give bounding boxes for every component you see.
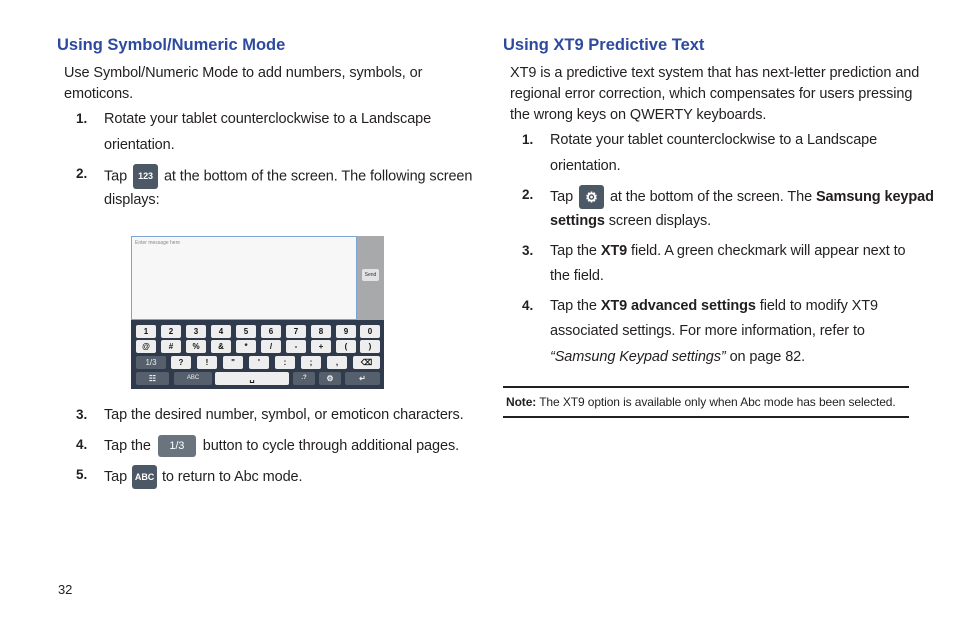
enter-key-icon: ↵ [345,372,380,385]
key: " [223,356,243,369]
step-number: 2. [522,187,534,202]
key: ) [360,340,380,353]
key: ' [249,356,269,369]
step-text: Tap the XT9 advanced settings field to modify XT9 [550,298,878,314]
key: ? [171,356,191,369]
abc-mode-key-icon: ABC [132,465,157,489]
step-number: 5. [76,467,88,482]
intro-text: emoticons. [64,86,134,102]
gear-icon: ⚙ [579,185,604,209]
send-area [357,236,384,320]
section-heading-symbol-mode: Using Symbol/Numeric Mode [57,36,286,54]
intro-text: regional error correction, which compensates for users pressing [510,86,913,102]
step-text: Tap ABC to return to Abc mode. [104,465,302,489]
page-number: 32 [58,582,73,597]
intro-text: the wrong keys on QWERTY keyboards. [510,107,767,123]
step-text: associated settings. For more information, refer to [550,323,865,339]
note-bottom-rule [503,416,909,418]
step-text: settings screen displays. [550,213,712,229]
key: # [161,340,181,353]
step-text: Tap the desired number, symbol, or emoticon characters. [104,407,464,423]
key: : [275,356,295,369]
key: 3 [186,325,206,338]
step-text: Tap ⚙ at the bottom of the screen. The Samsung keypad [550,185,934,209]
key: 2 [161,325,181,338]
step-number: 1. [76,111,88,126]
step-number: 3. [76,407,88,422]
key: ( [336,340,356,353]
key: 9 [336,325,356,338]
intro-text: XT9 is a predictive text system that has next-letter prediction and [510,65,920,81]
step-text: the field. [550,268,604,284]
key: / [261,340,281,353]
key: % [186,340,206,353]
punctuation-key: .? [293,372,315,385]
note-top-rule [503,386,909,388]
page-toggle-key-icon: 1/3 [158,435,196,457]
step-number: 1. [522,132,534,147]
intro-text: Use Symbol/Numeric Mode to add numbers, symbols, or [64,65,423,81]
key: @ [136,340,156,353]
step-text: displays: [104,192,160,208]
page-key: 1/3 [136,356,166,369]
numeric-mode-key-icon: 123 [133,164,158,189]
key: & [211,340,231,353]
abc-key: ABC [174,372,212,385]
gear-icon: ⚙ [319,372,341,385]
step-number: 3. [522,243,534,258]
key: 7 [286,325,306,338]
send-button: Send [362,269,379,281]
key: 4 [211,325,231,338]
key: , [327,356,347,369]
keyboard-screenshot [131,236,384,389]
key: 1 [136,325,156,338]
key: + [311,340,331,353]
step-number: 4. [76,437,88,452]
backspace-key-icon: ⌫ [353,356,380,369]
section-heading-xt9: Using XT9 Predictive Text [503,36,705,54]
step-text: Tap the XT9 field. A green checkmark will appear next to [550,243,906,259]
note: Note: The XT9 option is available only when Abc mode has been selected. [506,395,896,409]
settings-menu-key-icon: ☷ [136,372,169,385]
key: * [236,340,256,353]
key: - [286,340,306,353]
step-text: Tap 123 at the bottom of the screen. The following screen [104,164,472,189]
key: 6 [261,325,281,338]
cross-reference-link[interactable]: “Samsung Keypad settings” [550,349,726,365]
step-text: orientation. [550,158,621,174]
space-key: ␣ [215,372,289,385]
step-text: Tap the 1/3 button to cycle through additional pages. [104,435,459,457]
key: 8 [311,325,331,338]
key: ! [197,356,217,369]
step-text: Rotate your tablet counterclockwise to a Landscape [104,111,432,127]
step-number: 4. [522,298,534,313]
message-field: Enter message here [131,236,357,320]
step-text: orientation. [104,137,175,153]
step-text: Rotate your tablet counterclockwise to a Landscape [550,132,878,148]
key: 5 [236,325,256,338]
key: ; [301,356,321,369]
step-text: “Samsung Keypad settings” on page 82. [550,349,806,365]
step-number: 2. [76,166,88,181]
key: 0 [360,325,380,338]
